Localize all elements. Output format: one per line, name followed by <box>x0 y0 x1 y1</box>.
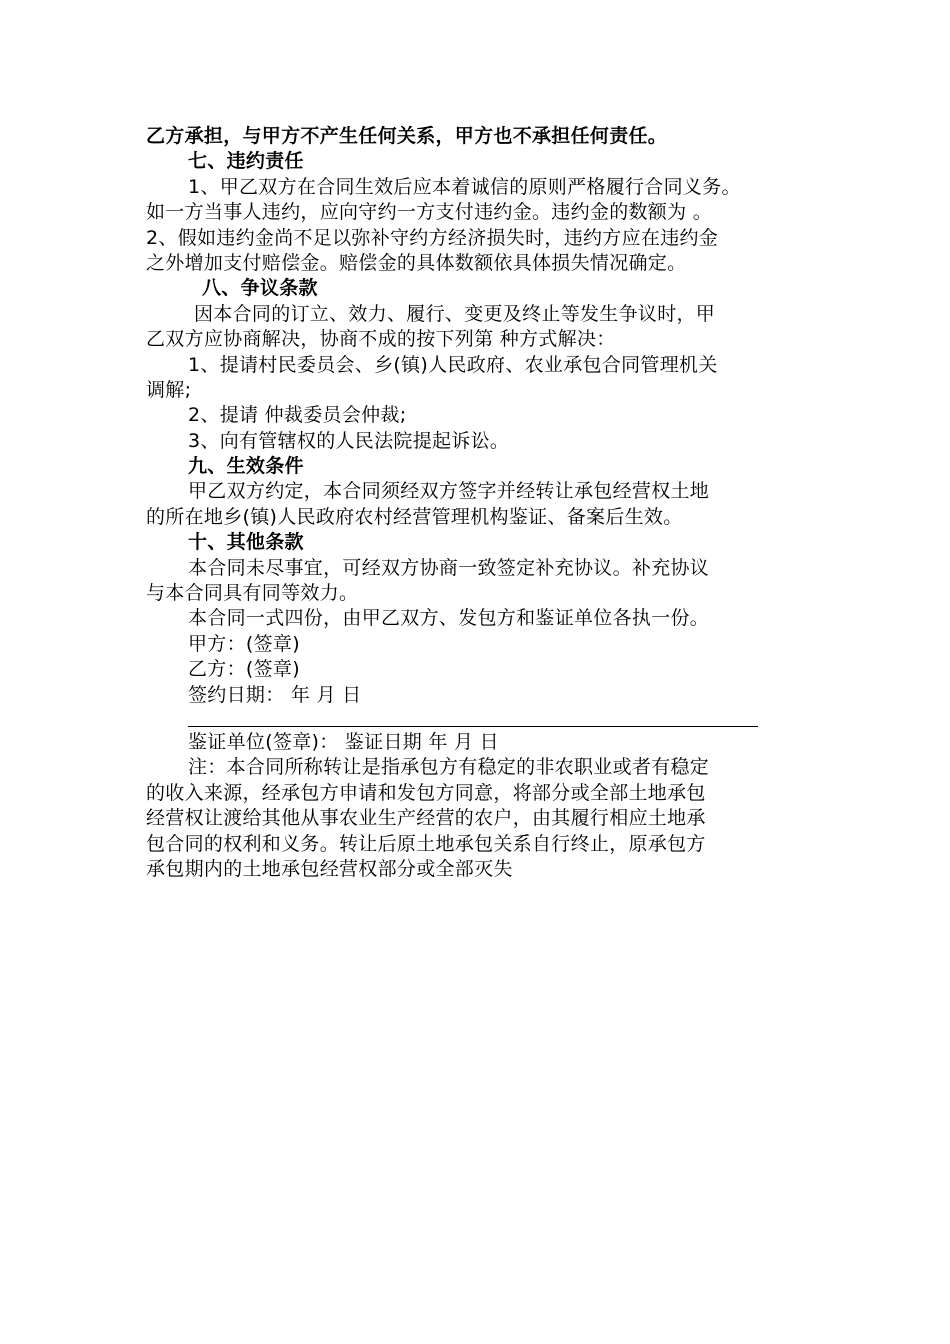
breach-clause-2-line-1: 2、假如违约金尚不足以弥补守约方经济损失时，违约方应在违约金 <box>146 226 719 249</box>
effect-paragraph-line-2: 的所在地乡(镇)人民政府农村经营管理机构鉴证、备案后生效。 <box>146 505 683 528</box>
section-heading-other: 十、其他条款 <box>188 531 304 554</box>
party-a-signature: 甲方：(签章) <box>188 632 300 655</box>
separator-rule <box>188 726 758 727</box>
other-paragraph-line-2: 与本合同具有同等效力。 <box>146 582 359 605</box>
dispute-paragraph-line-2: 乙双方应协商解决，协商不成的按下列第 种方式解决： <box>146 328 616 351</box>
liability-statement: 乙方承担，与甲方不产生任何关系，甲方也不承担任何责任。 <box>146 125 668 147</box>
dispute-option-1-line-1: 1、提请村民委员会、乡(镇)人民政府、农业承包合同管理机关 <box>188 353 718 376</box>
note-line-4: 包合同的权利和义务。转让后原土地承包关系自行终止，原承包方 <box>146 832 706 855</box>
section-heading-effect: 九、生效条件 <box>188 455 304 478</box>
dispute-option-2: 2、提请 仲裁委员会仲裁; <box>188 404 407 427</box>
party-b-signature: 乙方：(签章) <box>188 658 300 681</box>
dispute-option-3: 3、向有管辖权的人民法院提起诉讼。 <box>188 429 510 452</box>
notary-unit: 鉴证单位(签章)： 鉴证日期 年 月 日 <box>188 730 499 753</box>
dispute-option-1-line-2: 调解; <box>146 378 192 401</box>
note-line-1: 注：本合同所称转让是指承包方有稳定的非农职业或者有稳定 <box>188 756 710 779</box>
breach-clause-1-line-1: 1、甲乙双方在合同生效后应本着诚信的原则严格履行合同义务。 <box>188 175 741 198</box>
signature-separator <box>146 708 810 730</box>
note-line-5: 承包期内的土地承包经营权部分或全部灭失 <box>146 857 513 880</box>
breach-clause-2-line-2: 之外增加支付赔偿金。赔偿金的具体数额依具体损失情况确定。 <box>146 251 687 274</box>
note-line-2: 的收入来源，经承包方申请和发包方同意，将部分或全部土地承包 <box>146 781 706 804</box>
contract-page <box>146 124 810 882</box>
effect-paragraph-line-1: 甲乙双方约定，本合同须经双方签字并经转让承包经营权土地 <box>188 480 710 503</box>
section-heading-breach: 七、违约责任 <box>188 150 304 173</box>
note-line-3: 经营权让渡给其他从事农业生产经营的农户，由其履行相应土地承 <box>146 807 706 830</box>
dispute-paragraph-line-1: 因本合同的订立、效力、履行、变更及终止等发生争议时，甲 <box>194 302 716 325</box>
other-paragraph-line-1: 本合同未尽事宜，可经双方协商一致签定补充协议。补充协议 <box>188 556 710 579</box>
copies-statement: 本合同一式四份，由甲乙双方、发包方和鉴证单位各执一份。 <box>188 607 710 630</box>
section-heading-dispute: 八、争议条款 <box>202 277 318 300</box>
signing-date: 签约日期： 年 月 日 <box>188 683 362 706</box>
breach-clause-1-line-2: 如一方当事人违约，应向守约一方支付违约金。违约金的数额为 。 <box>146 201 713 224</box>
